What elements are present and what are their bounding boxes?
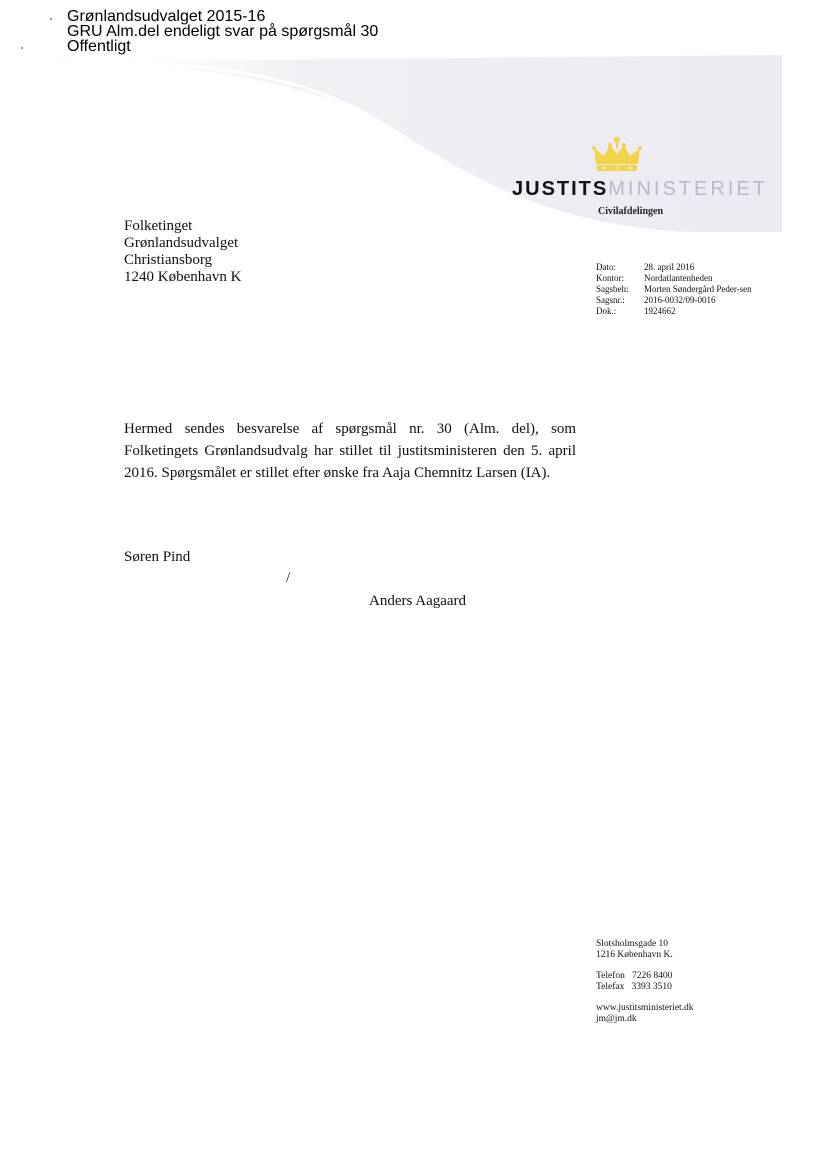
meta-value: Morten Søndergård Peder-sen — [644, 284, 752, 294]
stamp-reference: GRU Alm.del endeligt svar på spørgsmål 30 — [67, 23, 379, 40]
recipient-line: 1240 København K — [124, 269, 242, 285]
footer-city: 1216 København K. — [596, 950, 673, 960]
meta-row-caseworker — [596, 284, 756, 295]
signatory-minister: Søren Pind — [124, 549, 191, 565]
meta-row-date — [596, 262, 756, 273]
recipient-address — [124, 218, 241, 286]
contact-footer — [596, 939, 694, 1025]
footer-fax: Telefax 3393 3510 — [596, 982, 672, 992]
meta-value: 28. april 2016 — [644, 262, 695, 272]
meta-value: Nordatlantenheden — [644, 273, 713, 283]
logo-ministeriet: MINISTERIET — [608, 178, 768, 200]
meta-value: 2016-0032/09-0016 — [644, 295, 716, 305]
recipient-line: Grønlandsudvalget — [124, 235, 239, 251]
footer-website: www.justitsministeriet.dk — [596, 1003, 694, 1013]
meta-value: 1924662 — [644, 306, 676, 316]
division-name: Civilafdelingen — [598, 206, 664, 217]
meta-label: Dato: — [596, 262, 616, 272]
stamp-committee: Grønlandsudvalget 2015-16 — [67, 8, 266, 25]
footer-address: Slotsholmsgade 10 — [596, 939, 669, 949]
meta-label: Sagsbeh: — [596, 284, 629, 294]
recipient-line: Christiansborg — [124, 252, 213, 268]
letter-body: Hermed sendes besvarelse af spørgsmål nr. 30 (Alm. del), som Folketingets Grønlandsudvalg har stillet til justitsministeren den 5. april 2016. Spørgsmålet er stillet efter ønske fra Aaja Chemnitz Larsen (IA). — [124, 421, 576, 481]
crown-icon — [592, 136, 642, 174]
logo-justits: JUSTITS — [512, 178, 609, 200]
stamp-status: Offentligt — [67, 38, 131, 55]
footer-email: jm@jm.dk — [596, 1014, 637, 1024]
meta-label: Sagsnr.: — [596, 295, 625, 305]
meta-row-caseno — [596, 295, 756, 306]
meta-label: Kontor: — [596, 273, 624, 283]
meta-row-doc — [596, 306, 756, 317]
case-metadata — [596, 262, 756, 317]
meta-row-office — [596, 273, 756, 284]
recipient-line: Folketinget — [124, 218, 193, 234]
ministry-logo — [512, 178, 768, 201]
footer-phone: Telefon 7226 8400 — [596, 971, 673, 981]
meta-label: Dok.: — [596, 306, 617, 316]
signature-separator: / — [286, 570, 291, 586]
signatory-official: Anders Aagaard — [369, 593, 467, 609]
